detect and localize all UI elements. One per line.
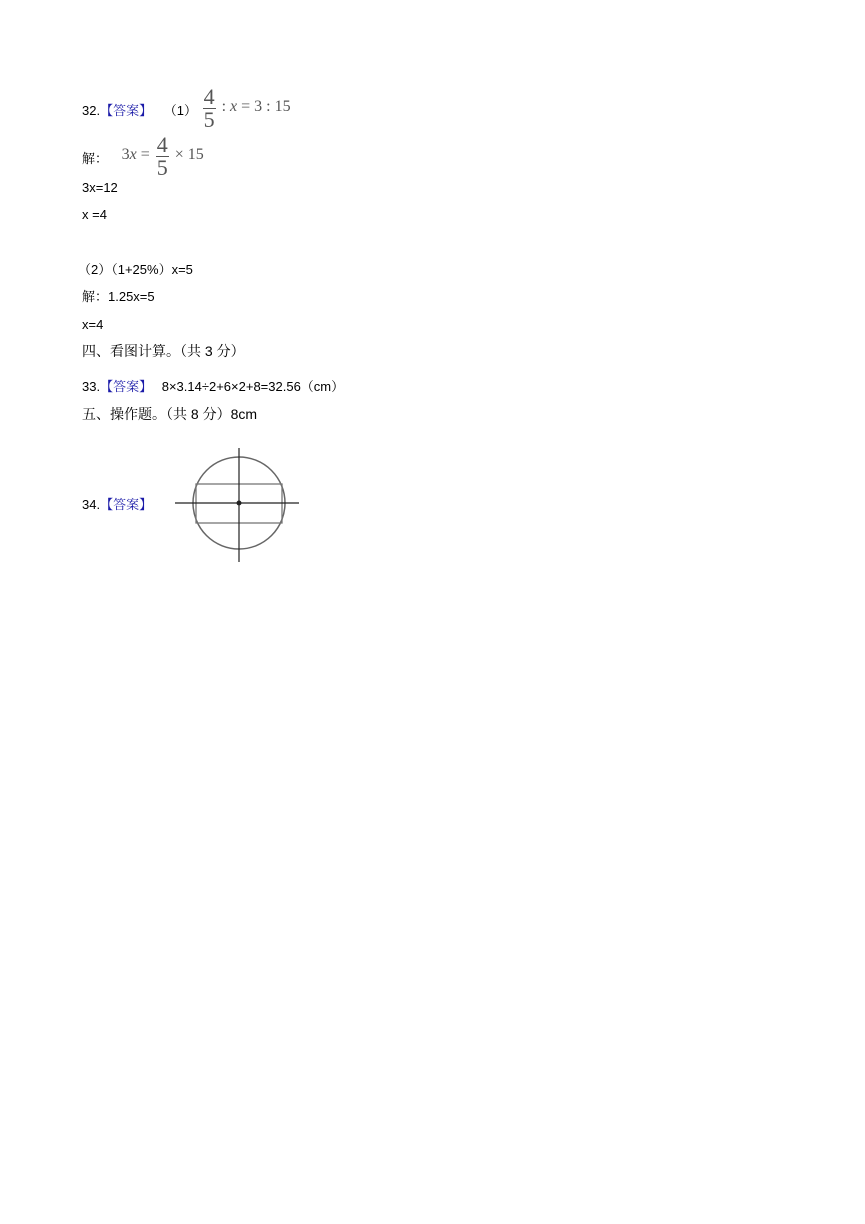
q32-step1: 3x=12 xyxy=(82,180,118,195)
q32-answer-tag: 【答案】 xyxy=(100,103,153,119)
section-4-heading: 四、看图计算。（共 3 分） xyxy=(82,343,245,359)
q33-answer-tag: 【答案】 xyxy=(100,379,153,394)
eq1-var: x xyxy=(230,98,238,116)
fraction-denominator: 5 xyxy=(203,107,215,132)
fraction-numerator: 4 xyxy=(203,84,215,109)
circle-with-rectangle-icon xyxy=(172,444,302,566)
q34-number: 34. xyxy=(82,497,101,512)
eq1-rest: = 3 : 15 xyxy=(237,98,291,116)
q32-equation-1 xyxy=(201,84,291,132)
q34-line xyxy=(82,498,152,511)
q32-number: 32. xyxy=(82,103,101,119)
q32-part1-label: （1） xyxy=(163,103,197,119)
fraction-4-5-b xyxy=(156,134,169,179)
fraction-4-5 xyxy=(203,86,216,131)
q33-number: 33. xyxy=(82,379,101,394)
q32-step2: x =4 xyxy=(82,207,107,222)
fraction-denominator-b: 5 xyxy=(156,155,168,180)
eq2-coef: 3 xyxy=(121,146,130,164)
q32-equation-2 xyxy=(121,132,204,180)
q33-answer: 8×3.14÷2+6×2+8=32.56（cm） xyxy=(161,379,345,394)
q32-part2-result: x=4 xyxy=(82,317,104,332)
q33-line xyxy=(82,380,344,393)
eq1-colon: : xyxy=(217,98,231,116)
fraction-numerator-b: 4 xyxy=(156,132,168,157)
q32-part2-solve: 解：1.25x=5 xyxy=(82,289,155,304)
q32-solve-line xyxy=(82,134,204,179)
section-5-heading: 五、操作题。（共 8 分）8cm xyxy=(82,406,258,422)
solve-label: 解： xyxy=(82,152,109,168)
q34-answer-tag: 【答案】 xyxy=(100,497,153,512)
q32-part1-line xyxy=(82,86,291,131)
center-point xyxy=(237,501,242,506)
q32-part2-line: （2）（1+25%）x=5 xyxy=(78,262,193,277)
eq2-equals: = xyxy=(136,146,154,164)
eq2-var: x xyxy=(129,146,137,164)
eq2-rest: × 15 xyxy=(170,146,204,164)
